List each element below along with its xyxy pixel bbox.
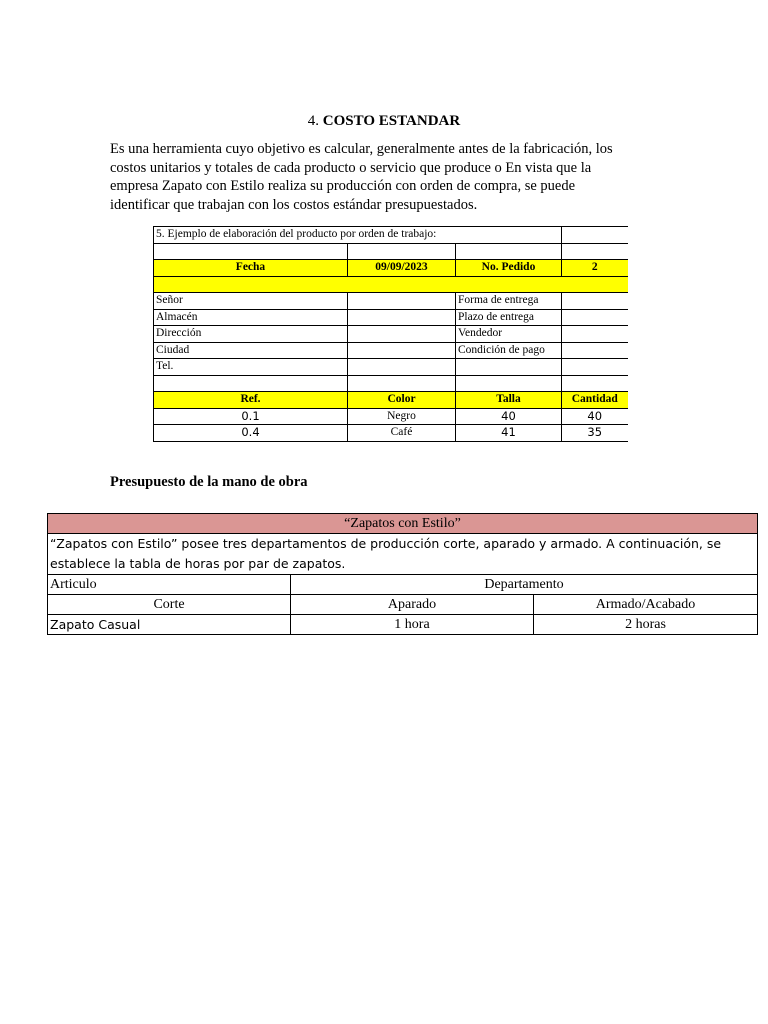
ref-cell: 0.1 xyxy=(154,408,348,425)
labor-table xyxy=(47,513,758,635)
cantidad-cell: 35 xyxy=(562,425,628,442)
heading-number: 4. xyxy=(307,113,320,129)
order-caption: 5. Ejemplo de elaboración del producto por orden de trabajo: xyxy=(154,227,562,244)
column-header-ref: Ref. xyxy=(154,392,348,409)
cantidad-cell: 40 xyxy=(562,408,628,425)
intro-line: identificar que trabajan con los costos estándar presupuestados. xyxy=(110,196,478,213)
heading-title: COSTO ESTANDAR xyxy=(322,113,461,129)
info-label: Tel. xyxy=(154,359,348,376)
color-cell: Negro xyxy=(348,408,456,425)
intro-paragraph xyxy=(110,140,670,214)
ref-cell: 0.4 xyxy=(154,425,348,442)
articulo-label: Articulo xyxy=(48,575,291,595)
departamento-label: Departamento xyxy=(291,575,758,595)
info-label: Almacén xyxy=(154,309,348,326)
info-label: Plazo de entrega xyxy=(456,309,562,326)
intro-line: empresa Zapato con Estilo realiza su producción con orden de compra, se puede xyxy=(110,178,576,194)
info-label: Vendedor xyxy=(456,326,562,343)
pedido-label: No. Pedido xyxy=(456,260,562,277)
dept-column-corte: Corte xyxy=(48,595,291,615)
table-row xyxy=(154,425,628,442)
fecha-value: 09/09/2023 xyxy=(348,260,456,277)
order-table xyxy=(153,226,628,442)
yellow-spacer-row xyxy=(154,276,628,293)
info-label: Señor xyxy=(154,293,348,310)
column-header-cantidad: Cantidad xyxy=(562,392,628,409)
fecha-label: Fecha xyxy=(154,260,348,277)
info-label: Dirección xyxy=(154,326,348,343)
intro-line: costos unitarios y totales de cada producto o servicio que produce o En vista que la xyxy=(110,159,592,176)
column-header-talla: Talla xyxy=(456,392,562,409)
dept-column-armado: Armado/Acabado xyxy=(534,595,758,615)
color-cell: Café xyxy=(348,425,456,442)
labor-section-title: Presupuesto de la mano de obra xyxy=(110,474,308,490)
section-heading xyxy=(0,113,768,130)
info-label: Ciudad xyxy=(154,342,348,359)
talla-cell: 41 xyxy=(456,425,562,442)
armado-cell: 2 horas xyxy=(534,615,758,635)
info-label: Forma de entrega xyxy=(456,293,562,310)
table-row xyxy=(154,408,628,425)
talla-cell: 40 xyxy=(456,408,562,425)
aparado-cell: 1 hora xyxy=(291,615,534,635)
intro-line: Es una herramienta cuyo objetivo es calcular, generalmente antes de la fabricación, los xyxy=(110,141,613,157)
pedido-value: 2 xyxy=(562,260,628,277)
info-label: Condición de pago xyxy=(456,342,562,359)
column-header-color: Color xyxy=(348,392,456,409)
labor-description: “Zapatos con Estilo” posee tres departamentos de producción corte, aparado y armado. A continuación, se establece la tabla de horas por par de zapatos. xyxy=(48,534,758,575)
dept-column-aparado: Aparado xyxy=(291,595,534,615)
table-row xyxy=(48,615,758,635)
articulo-cell: Zapato Casual xyxy=(48,615,291,635)
labor-table-title: “Zapatos con Estilo” xyxy=(48,514,758,534)
